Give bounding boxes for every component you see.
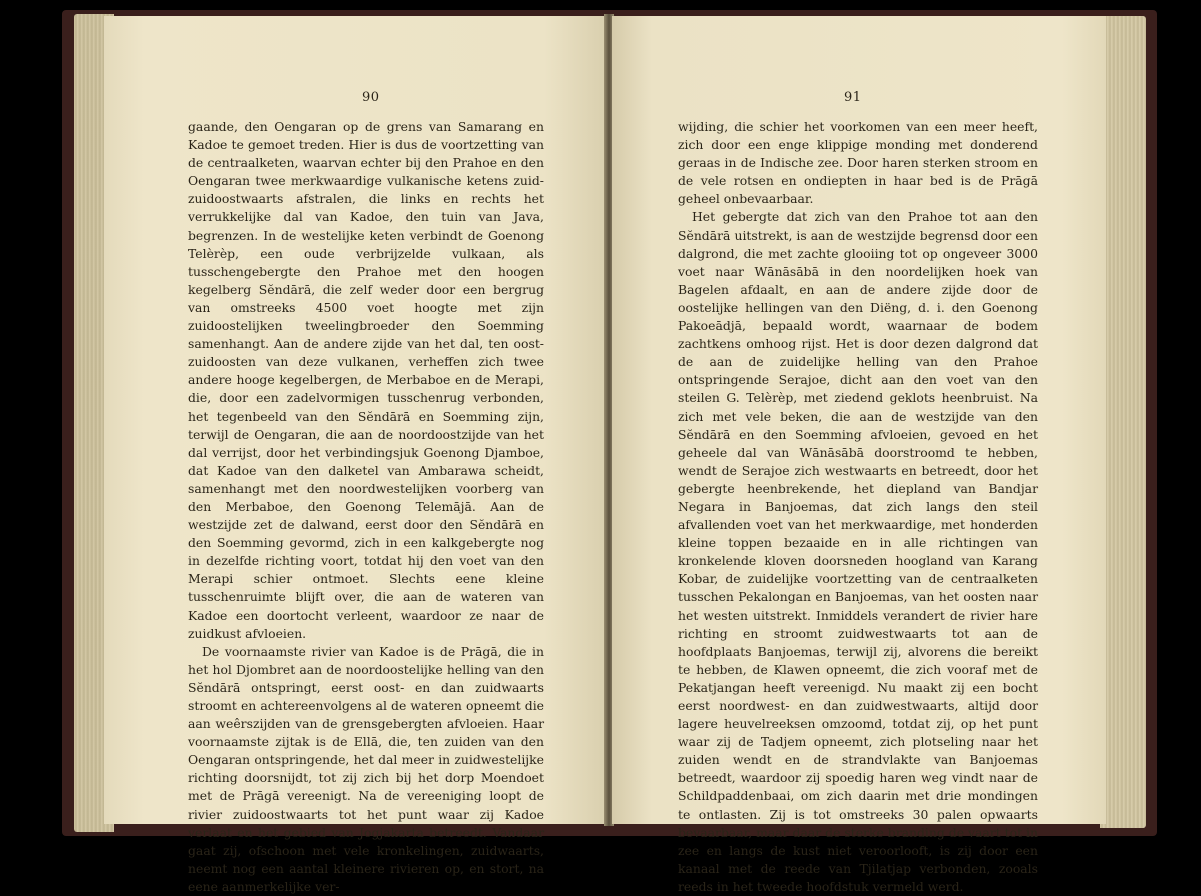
left-page (104, 16, 606, 894)
paragraph: gaande, den Oengaran op de grens van Samarang en Kadoe te gemoet treden. Hier is dus de voortzetting van de centraalketen, waarvan echter bij den Prahoe en den Oengaran twee merkwaardige vulkanische ketens zuid-zuidoostwaarts afstralen, die links en rechts het verrukkelijke dal van Kadoe, den tuin van Java, begrenzen. In de westelijke keten verbindt de Goenong Telèrèp, een oude verbrijzelde vulkaan, als tusschengebergte den Prahoe met den hoogen kegelberg Sĕndārā, die zelf weder door een bergrug van omstreeks 4500 voet hoogte met zijn zuidoostelijken tweelingbroeder den Soemming samenhangt. Aan de andere zijde van het dal, ten oost-zuidoosten van deze vulkanen, verheffen zich twee andere hooge kegelbergen, de Merbaboe en de Merapi, die, door een zadelvormigen tusschenrug verbonden, het tegenbeeld van den Sĕndārā en Soemming zijn, terwijl de Oengaran, die aan de noordoostzijde van het dal verrijst, door het verbindingsjuk Goenong Djamboe, dat Kadoe van den dalketel van Ambarawa scheidt, samenhangt met den noordwestelijken voorberg van den Merbaboe, den Goenong Telemājā. Aan de westzijde zet de dalwand, eerst door den Sĕndārā en den Soemming gevormd, zich in een kalkgebergte nog in dezelfde richting voort, totdat hij den voet van den Merapi schier ontmoet. Slechts eene kleine tusschenruimte blijft over, die aan de wateren van Kadoe een doortocht verleent, waardoor ze naar de zuidkust afvloeien. (188, 119, 544, 641)
paragraph: De voornaamste rivier van Kadoe is de Prāgā, die in het hol Djombret aan de noordoostelijke helling van den Sĕndārā ontspringt, eerst oost- en dan zuidwaarts stroomt en achtereenvolgens al de wateren opneemt die aan weêrszijden van de grensgebergten afvloeien. Haar voornaamste zijtak is de Ellā, die, ten zuiden van den Oengaran ontspringende, het dal meer in zuidwestelijke richting doorsnijdt, tot zij zich bij het dorp Moendoet met de Prāgā vereenigt. Na de vereeniging loopt de rivier zuidoostwaarts tot het punt waar zij Kadoe verlaat en het gebied van Jogjakarta betreedt. Vandaar gaat zij, ofschoon met vele kronkelingen, zuidwaarts, neemt nog een aantal kleinere rivieren op, en stort, na eene aanmerkelijke ver- (188, 643, 544, 894)
paragraph: wijding, die schier het voorkomen van een meer heeft, zich door een enge klippige monding met donderend geraas in de Indische zee. Door haren sterken stroom en de vele rotsen en ondiepten in haar bed is de Prāgā geheel onbevaarbaar. (678, 119, 1038, 207)
page-text (678, 118, 1038, 896)
right-page (612, 16, 1106, 894)
page-number: 91 (844, 90, 862, 105)
page-number: 90 (362, 90, 380, 105)
page-edges-right (1100, 16, 1146, 828)
paragraph: Het gebergte dat zich van den Prahoe tot aan den Sĕndārā uitstrekt, is aan de westzijde begrensd door een dalgrond, die met zachte glooiing tot op ongeveer 3000 voet naar Wānāsābā in den noordelijken hoek van Bagelen afdaalt, en aan de andere zijde door de oostelijke hellingen van den Diëng, d. i. den Goenong Pakoeādjā, bepaald wordt, waarnaar de bodem zachtkens omhoog rijst. Het is door dezen dalgrond dat de aan de zuidelijke helling van den Prahoe ontspringende Serajoe, dicht aan den voet van den steilen G. Telèrèp, met ziedend geklots heenbruist. Na zich met vele beken, die aan de westzijde van den Sĕndārā en den Soemming afvloeien, gevoed en het geheele dal van Wānāsābā doorstroomd te hebben, wendt de Serajoe zich westwaarts en betreedt, door het gebergte heenbrekende, het diepland van Bandjar Negara in Banjoemas, dat zich langs den steil afvallenden voet van het merkwaardige, met honderden kleine toppen bezaaide en in alle richtingen van kronkelende kloven doorsneden hoogland van Karang Kobar, de zuidelijke voortzetting van de centraalketen tusschen Pekalongan en Banjoemas, van het oosten naar het westen uitstrekt. Inmiddels verandert de rivier hare richting en stroomt zuidwestwaarts tot aan de hoofdplaats Banjoemas, terwijl zij, alvorens die bereikt te hebben, de Klawen opneemt, die zich vooraf met de Pekatjangan heeft vereenigd. Nu maakt zij een bocht eerst noordwest- en dan zuidwestwaarts, altijd door lagere heuvelreeksen omzoomd, totdat zij, op het punt waar zij de Tadjem opneemt, zich plotseling naar het zuiden wendt en de strandvlakte van Banjoemas betreedt, waardoor zij spoedig haren weg vindt naar de Schildpaddenbaai, om zich daarin met drie mondingen te ontlasten. Zij is tot omstreeks 30 palen opwaarts bevaarbaar, maar daar de sterke branding de vaart tot in zee en langs de kust niet veroorlooft, is zij door een kanaal met de reede van Tjilatjap verbonden, zooals reeds in het tweede hoofdstuk vermeld werd. (678, 209, 1038, 894)
page-text (188, 118, 544, 896)
